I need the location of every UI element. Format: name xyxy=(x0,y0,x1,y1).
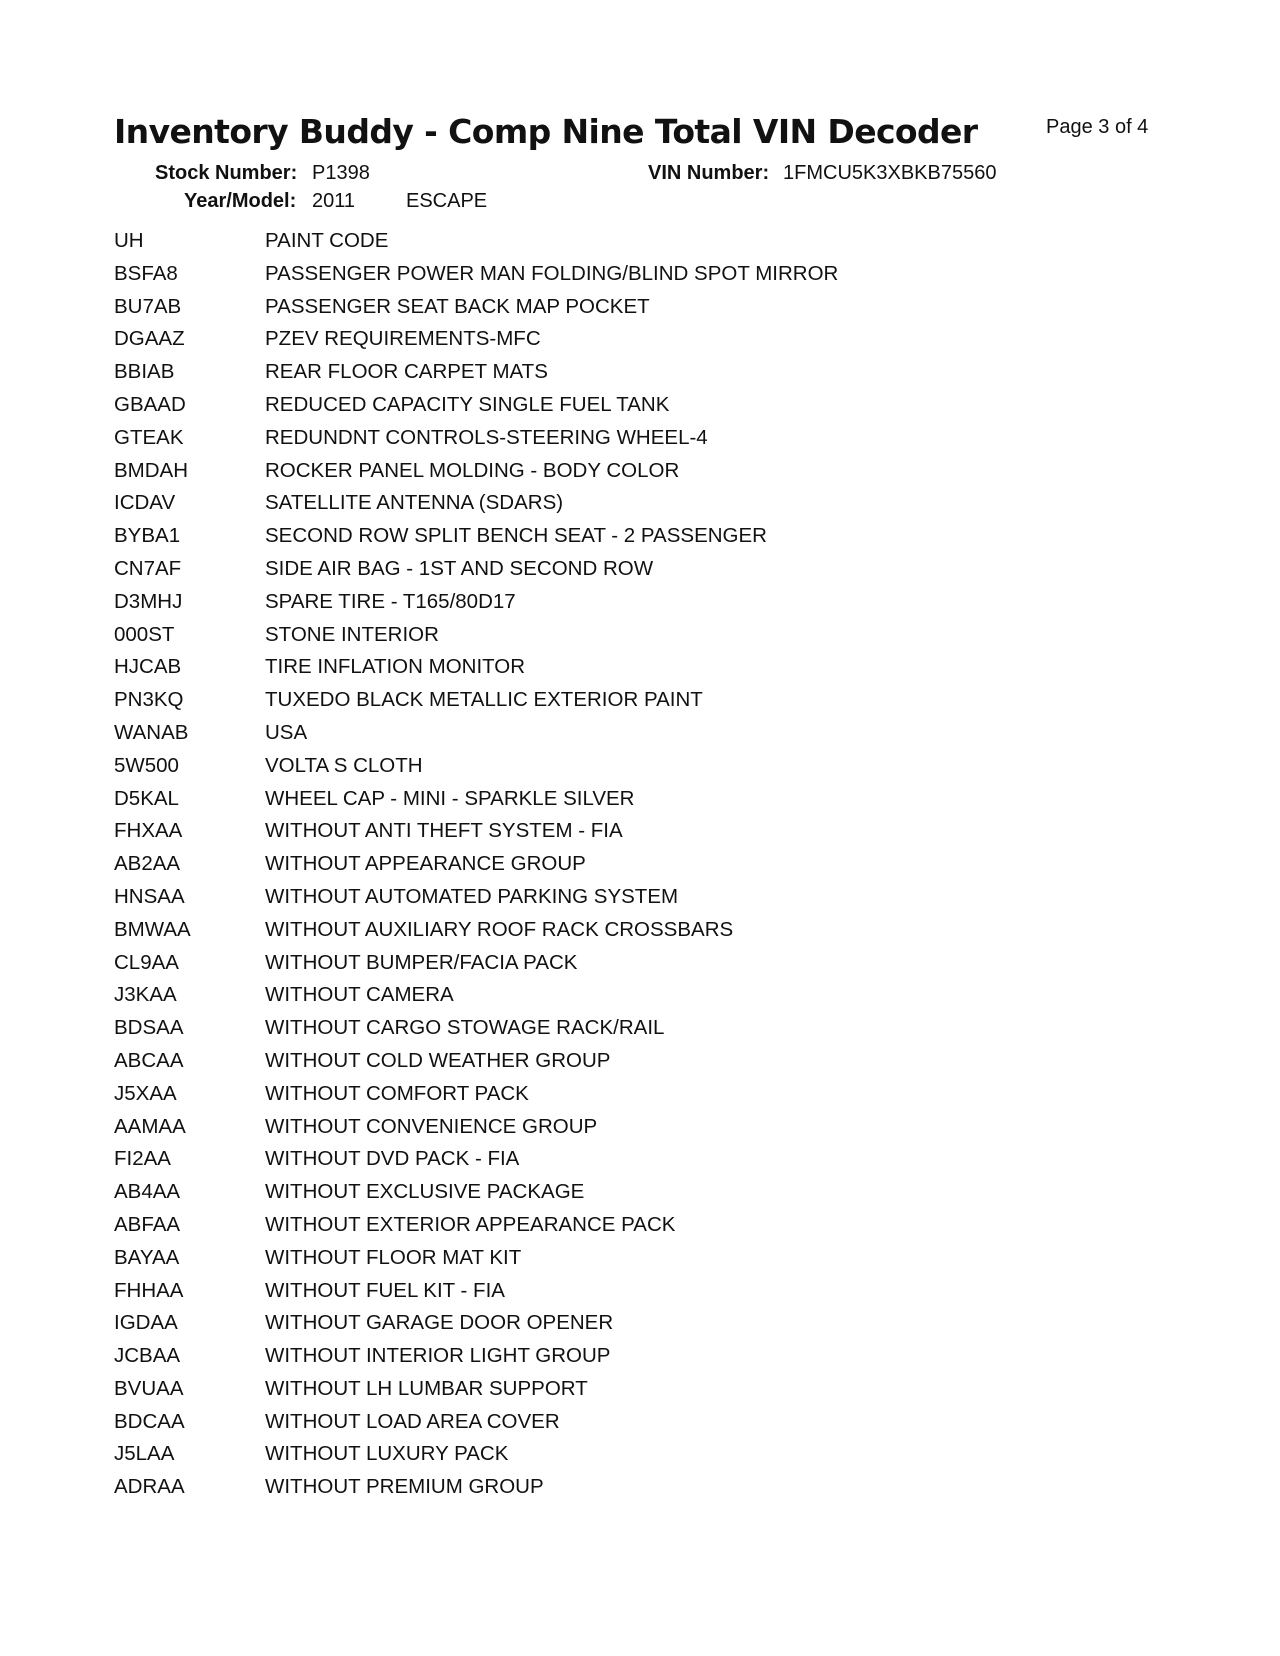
option-description: SECOND ROW SPLIT BENCH SEAT - 2 PASSENGER xyxy=(265,524,767,548)
option-description: TIRE INFLATION MONITOR xyxy=(265,655,526,679)
option-code: AB2AA xyxy=(114,852,181,876)
option-code: PN3KQ xyxy=(114,688,184,712)
option-row xyxy=(114,1147,1114,1180)
option-row xyxy=(114,623,1114,656)
option-row xyxy=(114,787,1114,820)
option-code: J5XAA xyxy=(114,1081,177,1105)
option-row xyxy=(114,229,1114,262)
option-description: WITHOUT AUXILIARY ROOF RACK CROSSBARS xyxy=(265,917,734,941)
option-description: WITHOUT COMFORT PACK xyxy=(265,1081,529,1105)
option-description: VOLTA S CLOTH xyxy=(265,753,423,777)
option-code: 000ST xyxy=(114,622,175,646)
option-code: BVUAA xyxy=(114,1376,184,1400)
option-code: GBAAD xyxy=(114,392,186,416)
option-description: PASSENGER POWER MAN FOLDING/BLIND SPOT MIRROR xyxy=(265,261,839,285)
option-row xyxy=(114,1016,1114,1049)
option-code: WANAB xyxy=(114,720,189,744)
option-code: AAMAA xyxy=(114,1114,186,1138)
option-description: ROCKER PANEL MOLDING - BODY COLOR xyxy=(265,458,680,482)
option-description: WITHOUT AUTOMATED PARKING SYSTEM xyxy=(265,884,679,908)
option-row xyxy=(114,688,1114,721)
option-row xyxy=(114,459,1114,492)
option-description: WITHOUT LH LUMBAR SUPPORT xyxy=(265,1376,588,1400)
option-row xyxy=(114,393,1114,426)
option-row xyxy=(114,1475,1114,1508)
option-description: WITHOUT EXCLUSIVE PACKAGE xyxy=(265,1180,585,1204)
option-description: WITHOUT PREMIUM GROUP xyxy=(265,1475,544,1499)
option-description: PZEV REQUIREMENTS-MFC xyxy=(265,327,541,351)
option-row xyxy=(114,1442,1114,1475)
option-code: ADRAA xyxy=(114,1475,185,1499)
option-code: BMDAH xyxy=(114,458,189,482)
option-code: UH xyxy=(114,229,144,252)
option-code: ABFAA xyxy=(114,1212,181,1236)
option-description: PASSENGER SEAT BACK MAP POCKET xyxy=(265,294,650,318)
option-row xyxy=(114,295,1114,328)
option-code: BU7AB xyxy=(114,294,182,318)
option-row xyxy=(114,426,1114,459)
option-code-list xyxy=(114,229,1114,1508)
option-description: WITHOUT APPEARANCE GROUP xyxy=(265,852,586,876)
option-description: WITHOUT COLD WEATHER GROUP xyxy=(265,1048,611,1072)
option-description: USA xyxy=(265,720,308,744)
option-description: TUXEDO BLACK METALLIC EXTERIOR PAINT xyxy=(265,688,703,712)
option-row xyxy=(114,1410,1114,1443)
option-code: BSFA8 xyxy=(114,261,178,285)
option-description: REDUNDNT CONTROLS-STEERING WHEEL-4 xyxy=(265,425,708,449)
option-code: ICDAV xyxy=(114,491,176,515)
option-code: BBIAB xyxy=(114,360,175,384)
stock-number-value: P1398 xyxy=(312,162,370,184)
option-row xyxy=(114,1279,1114,1312)
option-code: AB4AA xyxy=(114,1180,181,1204)
option-row xyxy=(114,1213,1114,1246)
option-row xyxy=(114,852,1114,885)
option-description: REAR FLOOR CARPET MATS xyxy=(265,360,548,384)
vin-number-label: VIN Number: xyxy=(648,162,770,184)
option-description: WITHOUT LOAD AREA COVER xyxy=(265,1409,560,1433)
option-row xyxy=(114,754,1114,787)
year-value: 2011 xyxy=(312,190,356,212)
option-code: CN7AF xyxy=(114,556,182,580)
option-row xyxy=(114,327,1114,360)
vin-number-value: 1FMCU5K3XBKB75560 xyxy=(783,162,997,184)
option-row xyxy=(114,360,1114,393)
option-code: FHHAA xyxy=(114,1278,184,1302)
option-row xyxy=(114,1049,1114,1082)
option-row xyxy=(114,1115,1114,1148)
option-description: WITHOUT ANTI THEFT SYSTEM - FIA xyxy=(265,819,623,843)
option-row xyxy=(114,1377,1114,1410)
option-description: WITHOUT CARGO STOWAGE RACK/RAIL xyxy=(265,1016,665,1040)
option-code: BDCAA xyxy=(114,1409,185,1433)
option-description: PAINT CODE xyxy=(265,229,389,252)
option-code: BYBA1 xyxy=(114,524,181,548)
option-code: DGAAZ xyxy=(114,327,185,351)
option-row xyxy=(114,1180,1114,1213)
option-description: WITHOUT LUXURY PACK xyxy=(265,1442,509,1466)
vin-number-field xyxy=(648,162,997,185)
option-code: BDSAA xyxy=(114,1016,184,1040)
option-code: CL9AA xyxy=(114,950,179,974)
option-code: J3KAA xyxy=(114,983,177,1007)
option-row xyxy=(114,262,1114,295)
option-description: WITHOUT EXTERIOR APPEARANCE PACK xyxy=(265,1212,676,1236)
option-description: WITHOUT DVD PACK - FIA xyxy=(265,1147,520,1171)
option-description: WHEEL CAP - MINI - SPARKLE SILVER xyxy=(265,786,635,810)
option-description: WITHOUT CAMERA xyxy=(265,983,454,1007)
option-code: 5W500 xyxy=(114,753,179,777)
year-model-field xyxy=(184,190,356,213)
option-code: FHXAA xyxy=(114,819,183,843)
option-code: J5LAA xyxy=(114,1442,175,1466)
option-row xyxy=(114,590,1114,623)
option-code: GTEAK xyxy=(114,425,184,449)
option-row xyxy=(114,557,1114,590)
option-code: JCBAA xyxy=(114,1344,181,1368)
year-model-label: Year/Model: xyxy=(184,190,297,212)
option-code: D3MHJ xyxy=(114,589,183,613)
option-description: SATELLITE ANTENNA (SDARS) xyxy=(265,491,564,515)
option-description: SIDE AIR BAG - 1ST AND SECOND ROW xyxy=(265,556,654,580)
option-code: FI2AA xyxy=(114,1147,171,1171)
option-code: BMWAA xyxy=(114,917,191,941)
option-description: SPARE TIRE - T165/80D17 xyxy=(265,589,516,613)
option-row xyxy=(114,655,1114,688)
option-row xyxy=(114,1082,1114,1115)
option-row xyxy=(114,1344,1114,1377)
stock-number-field xyxy=(155,162,370,185)
stock-number-label: Stock Number: xyxy=(155,162,298,184)
option-row xyxy=(114,491,1114,524)
option-code: HNSAA xyxy=(114,884,185,908)
option-description: WITHOUT FUEL KIT - FIA xyxy=(265,1278,505,1302)
option-description: WITHOUT CONVENIENCE GROUP xyxy=(265,1114,598,1138)
option-row xyxy=(114,721,1114,754)
option-row xyxy=(114,885,1114,918)
option-description: WITHOUT BUMPER/FACIA PACK xyxy=(265,950,578,974)
option-row xyxy=(114,819,1114,852)
option-row xyxy=(114,983,1114,1016)
model-value: ESCAPE xyxy=(406,190,488,212)
option-row xyxy=(114,1246,1114,1279)
option-code: HJCAB xyxy=(114,655,182,679)
page-number: Page 3 of 4 xyxy=(1046,116,1149,138)
option-code: IGDAA xyxy=(114,1311,178,1335)
option-row xyxy=(114,951,1114,984)
option-row xyxy=(114,524,1114,557)
option-row xyxy=(114,918,1114,951)
option-code: D5KAL xyxy=(114,786,179,810)
option-description: WITHOUT FLOOR MAT KIT xyxy=(265,1245,522,1269)
page-title: Inventory Buddy - Comp Nine Total VIN Decoder xyxy=(114,112,978,151)
option-row xyxy=(114,1311,1114,1344)
option-description: WITHOUT GARAGE DOOR OPENER xyxy=(265,1311,614,1335)
option-description: WITHOUT INTERIOR LIGHT GROUP xyxy=(265,1344,611,1368)
option-code: ABCAA xyxy=(114,1048,184,1072)
option-code: BAYAA xyxy=(114,1245,180,1269)
option-description: STONE INTERIOR xyxy=(265,622,439,646)
option-description: REDUCED CAPACITY SINGLE FUEL TANK xyxy=(265,392,670,416)
